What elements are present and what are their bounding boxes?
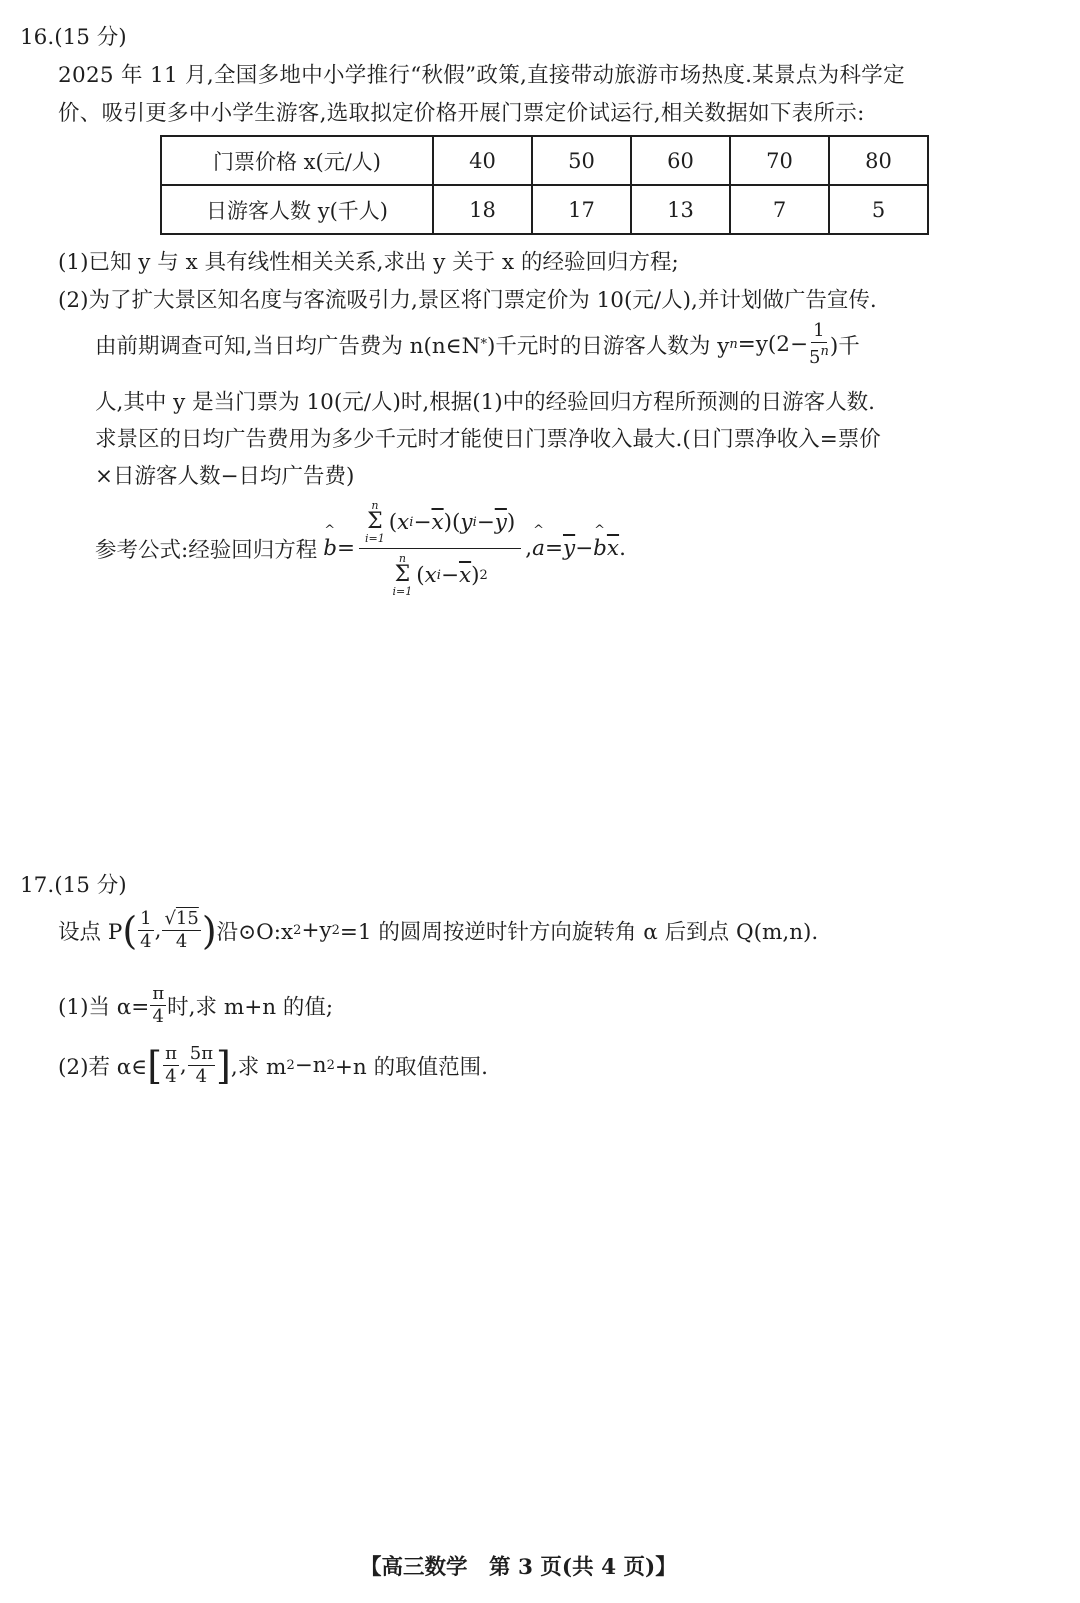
- q16-header: 16.(15 分): [20, 25, 127, 50]
- q16-part2-line3: 人,其中 y 是当门票为 10(元/人)时,根据(1)中的经验回归方程所预测的日游客人数.: [95, 390, 875, 415]
- table-header-price: 门票价格 x(元/人): [161, 136, 433, 185]
- table-header-visitors: 日游客人数 y(千人): [161, 185, 433, 234]
- table-cell: 40: [433, 136, 532, 185]
- q17-part2-b: ,求 m: [230, 1055, 287, 1080]
- q17-stem-d: =1 的圆周按逆时针方向旋转角 α 后到点 Q(m,n).: [339, 920, 819, 945]
- q16-part2-line2: 由前期调查可知,当日均广告费为 n(n∈N * )千元时的日游客人数为 y n =y(2− $\frac{1}{5^n}$ )千: [95, 320, 860, 368]
- table-cell: 60: [631, 136, 730, 185]
- q16-intro-line2: 价、吸引更多中小学生游客,选取拟定价格开展门票定价试运行,相关数据如下表所示:: [58, 101, 865, 126]
- q17-part1-a: (1)当 α=: [58, 995, 150, 1020]
- table-cell: 50: [532, 136, 631, 185]
- q16-part2-line4: 求景区的日均广告费用为多少千元时才能使日门票净收入最大.(日门票净收入=票价: [95, 427, 881, 452]
- q16-part2-line1: (2)为了扩大景区知名度与客流吸引力,景区将门票定价为 10(元/人),并计划做广告宣传.: [58, 288, 877, 313]
- q17-header: 17.(15 分): [20, 873, 127, 898]
- q17-part2: (2)若 α∈ [ $\frac{\pi}{4}$ , $\frac{5\pi}{4}$ ] ,求 m 2 −n 2 +n 的取值范围.: [58, 1043, 488, 1088]
- q17-part2-d: +n 的取值范围.: [334, 1055, 488, 1080]
- q17-part2-c: −n: [294, 1053, 327, 1078]
- q16-part2-line2-c: =y(2−: [737, 332, 808, 357]
- table-cell: 5: [829, 185, 928, 234]
- page-footer: 【高三数学 第 3 页(共 4 页)】: [360, 1555, 677, 1580]
- q16-part2-line5: ×日游客人数−日均广告费): [95, 464, 355, 489]
- formula-label: 参考公式:经验回归方程: [95, 538, 318, 563]
- q17-part1-b: 时,求 m+n 的值;: [167, 995, 334, 1020]
- regression-formula: 参考公式:经验回归方程 ^ b = n Σ i=1 ( x i − $\overline{x}$ )( y i − $\overline{y}$ ) n Σ i=1 ( x i − $\overline{x}$ ) 2 , ^ a = $\overline{y}$ − ^ b $\overline{x}$ .: [95, 500, 626, 597]
- q16-part1: (1)已知 y 与 x 具有线性相关关系,求出 y 关于 x 的经验回归方程;: [58, 250, 679, 275]
- q17-stem-b: 沿⊙O:x: [216, 920, 294, 945]
- q17-part1: (1)当 α= $\frac{\pi}{4}$ 时,求 m+n 的值;: [58, 983, 334, 1027]
- q17-stem-c: +y: [301, 918, 332, 943]
- q17-stem: 设点 P ( $\frac{1}{4}$ , $\frac{√15}{4}$ ) 沿⊙O:x 2 +y 2 =1 的圆周按逆时针方向旋转角 α 后到点 Q(m,n).: [58, 908, 819, 953]
- table-row-visitors: [161, 185, 928, 234]
- table-cell: 17: [532, 185, 631, 234]
- table-cell: 13: [631, 185, 730, 234]
- q16-part2-line2-a: 由前期调查可知,当日均广告费为 n(n∈N: [95, 334, 481, 359]
- table-cell: 70: [730, 136, 829, 185]
- table-cell: 7: [730, 185, 829, 234]
- q16-part2-line2-b: )千元时的日游客人数为 y: [486, 334, 730, 359]
- q16-part2-line2-d: )千: [829, 334, 860, 359]
- table-cell: 80: [829, 136, 928, 185]
- table-row-price: [161, 136, 928, 185]
- fraction-one-over-five-n: $\frac{1}{5^n}$: [808, 320, 829, 368]
- table-cell: 18: [433, 185, 532, 234]
- price-visitor-table: [160, 135, 929, 235]
- q16-intro-line1: 2025 年 11 月,全国多地中小学推行“秋假”政策,直接带动旅游市场热度.某景点为科学定: [58, 63, 905, 88]
- q17-stem-a: 设点 P: [58, 920, 123, 945]
- regression-slope-fraction: n Σ i=1 ( x i − $\overline{x}$ )( y i − $\overline{y}$ ) n Σ i=1 ( x i − $\overline{x}$ ) 2: [359, 500, 521, 597]
- q17-part2-a: (2)若 α∈: [58, 1055, 148, 1080]
